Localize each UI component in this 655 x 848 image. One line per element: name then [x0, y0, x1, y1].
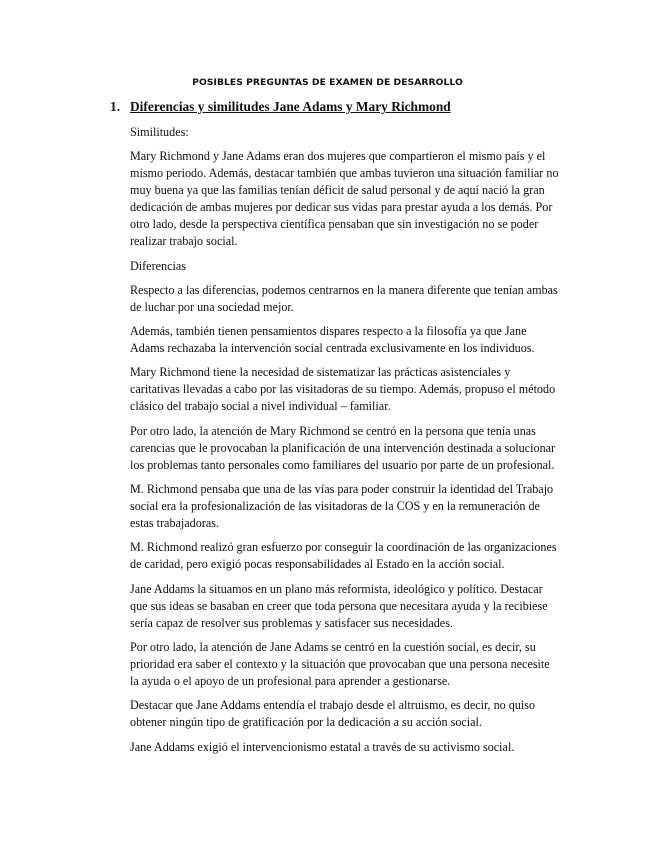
- paragraph-diferencias-6: M. Richmond realizó gran esfuerzo por conseguir la coordinación de las organizaciones de caridad, pero exigió pocas responsabilidades al Estado en la acción social.: [130, 540, 557, 572]
- section-heading: [110, 99, 451, 115]
- diferencias-label: Diferencias: [130, 258, 186, 273]
- section-body: [130, 124, 560, 763]
- paragraph-diferencias-9: Destacar que Jane Addams entendía el trabajo desde el altruismo, es decir, no quiso obtener ningún tipo de gratificación por la dedicación a su acción social.: [130, 698, 536, 730]
- paragraph-diferencias-8: Por otro lado, la atención de Jane Adams se centró en la cuestión social, es decir, su prioridad era saber el contexto y la situación que provocaban que una persona necesite la ayuda o el apoyo de un profesional para aprender a gestionarse.: [130, 639, 550, 689]
- paragraph-diferencias-2: Además, también tienen pensamientos dispares respecto a la filosofía ya que Jane Adams rechazaba la intervención social centrada exclusivamente en los individuos.: [130, 323, 535, 355]
- paragraph-diferencias-3: Mary Richmond tiene la necesidad de sistematizar las prácticas asistenciales y caritativas llevadas a cabo por las visitadoras de su tiempo. Además, propuso el método clásico del trabajo social a nivel individual – familiar.: [130, 365, 556, 414]
- paragraph-diferencias-7: Jane Addams la situamos en un plano más reformista, ideológico y político. Destacar que sus ideas se basaban en creer que toda persona que necesitara ayuda y la recibiese sería capaz de resolver sus problemas y satisfacer sus necesidades.: [130, 581, 548, 630]
- paragraph-similitudes: Mary Richmond y Jane Adams eran dos mujeres que compartieron el mismo país y el mismo periodo. Además, destacar también que ambas tuvieron una situación familiar no muy buena ya que las familias tenían déficit de salud personal y de aquí nació la gran dedicación de ambas mujeres por dedicar sus vidas para prestar ayuda a los demás. Por otro lado, desde la perspectiva científica pensaban que sin investigación no se poder realizar trabajo social.: [130, 148, 559, 249]
- paragraph-diferencias-10: Jane Addams exigió el intervencionismo estatal a través de su activismo social.: [130, 739, 515, 754]
- section-number: 1.: [110, 99, 121, 114]
- section-heading-text: Diferencias y similitudes Jane Adams y Mary Richmond: [130, 99, 451, 114]
- document-title: POSIBLES PREGUNTAS DE EXAMEN DE DESARROLLO: [192, 77, 463, 88]
- paragraph-diferencias-5: M. Richmond pensaba que una de las vías para poder construir la identidad del Trabajo social era la profesionalización de las visitadoras de la COS y en la remuneración de estas trabajadoras.: [130, 481, 554, 531]
- similitudes-label: Similitudes:: [130, 125, 189, 139]
- paragraph-diferencias-4: Por otro lado, la atención de Mary Richmond se centró en la persona que tenía unas carencias que le provocaban la planificación de una intervención destinada a solucionar los problemas tanto personales como familiares del usuario por parte de un profesional.: [130, 423, 556, 472]
- paragraph-diferencias-1: Respecto a las diferencias, podemos centrarnos en la manera diferente que tenían ambas de luchar por una sociedad mejor.: [130, 282, 558, 314]
